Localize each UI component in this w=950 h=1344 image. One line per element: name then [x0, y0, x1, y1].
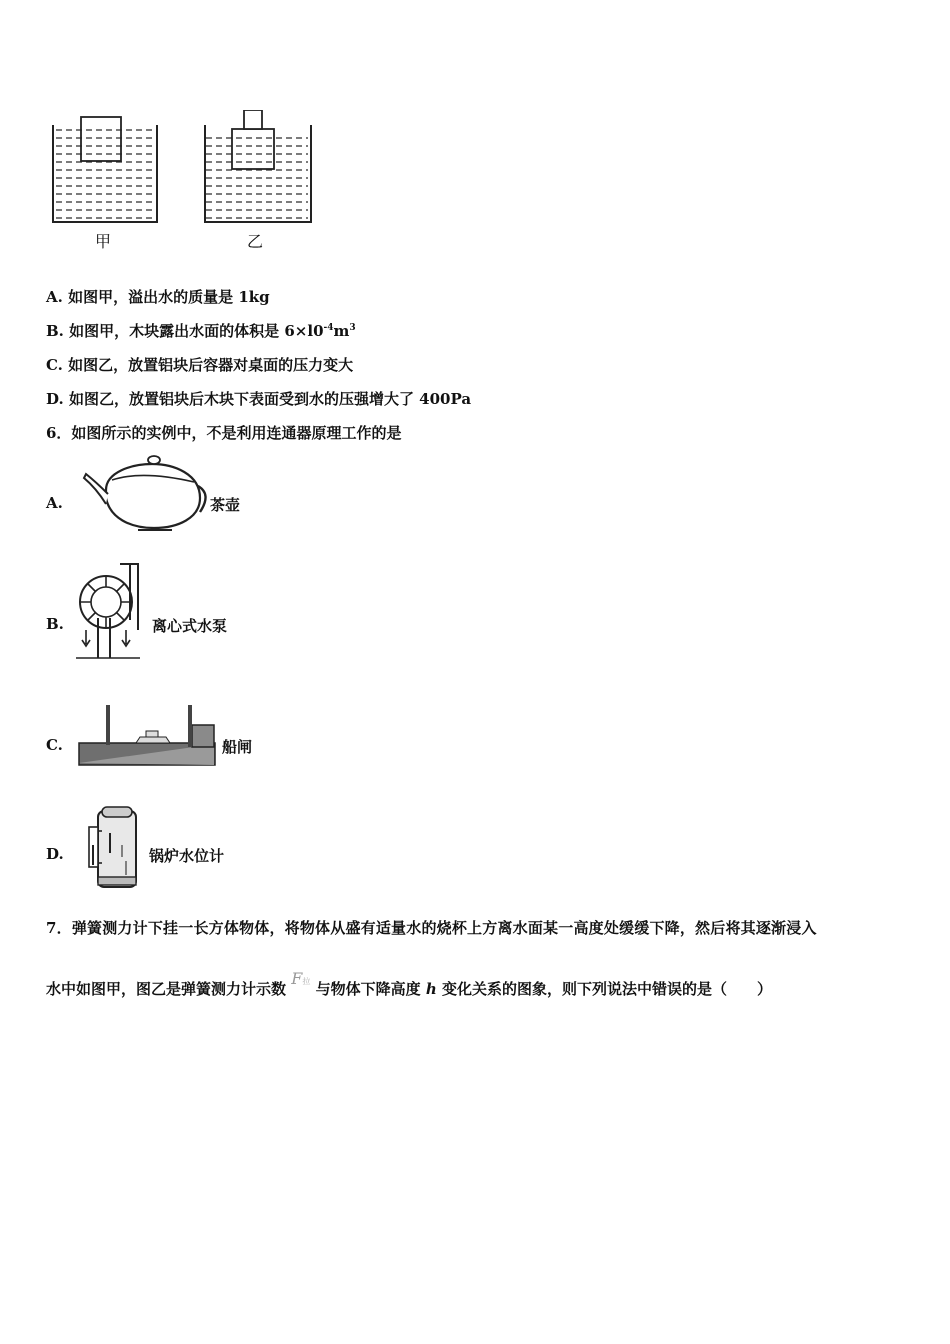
figure-label-jia: 甲: [95, 232, 112, 251]
ship-lock-icon: [78, 703, 218, 767]
q7-text: 与物体下降高度: [315, 980, 421, 998]
q6-option-c-letter[interactable]: C.: [46, 736, 63, 754]
q7-text: 水中如图甲，图乙是弹簧测力计示数: [46, 980, 287, 998]
q6-option-d-letter[interactable]: D.: [46, 845, 64, 863]
q7-stem-line2: [46, 969, 772, 999]
option-letter: B.: [46, 322, 64, 340]
container-figure: [45, 110, 325, 260]
option-text: 如图乙，放置铝块后木块下表面受到水的压强增大了 400Pa: [68, 390, 472, 408]
option-letter: A.: [46, 288, 63, 306]
teapot-icon: [82, 452, 208, 534]
q6-option-c-caption: 船闸: [222, 738, 253, 756]
q6-option-d-caption: 锅炉水位计: [149, 847, 225, 865]
q5-option-a[interactable]: [46, 286, 270, 307]
unit: m: [333, 322, 350, 340]
q6-stem: 6．如图所示的实例中，不是利用连通器原理工作的是: [46, 424, 402, 442]
q6-option-a-letter[interactable]: A.: [46, 494, 63, 512]
q5-option-c[interactable]: [46, 354, 353, 375]
q6-option-b-caption: 离心式水泵: [152, 617, 228, 635]
exponent: -4: [323, 323, 334, 333]
force-symbol: F拉: [291, 969, 311, 988]
height-symbol: h: [425, 980, 437, 998]
option-letter: C.: [46, 356, 63, 374]
q5-option-d[interactable]: [46, 388, 471, 409]
q7-stem-line1: 7．弹簧测力计下挂一长方体物体，将物体从盛有适量水的烧杯上方离水面某一高度处缓缓下降，然后将其逐渐浸入: [46, 919, 817, 937]
q5-option-b[interactable]: [46, 320, 356, 341]
exponent: 3: [349, 323, 356, 333]
option-text: 如图甲，溢出水的质量是 1kg: [68, 288, 270, 306]
q6-option-b-letter[interactable]: B.: [46, 615, 64, 633]
container-jia: [53, 117, 157, 222]
boiler-gauge-icon: [86, 805, 142, 889]
figure-label-yi: 乙: [247, 232, 264, 251]
option-text: 如图甲，木块露出水面的体积是 6×l0: [69, 322, 324, 340]
container-yi: [205, 110, 311, 222]
option-letter: D.: [46, 390, 64, 408]
q6-option-a-caption: 茶壶: [210, 496, 241, 514]
option-text: 如图乙，放置铝块后容器对桌面的压力变大: [68, 356, 354, 374]
pump-icon: [76, 560, 146, 664]
q7-text: 变化关系的图象，则下列说法中错误的是（ ）: [441, 980, 772, 998]
